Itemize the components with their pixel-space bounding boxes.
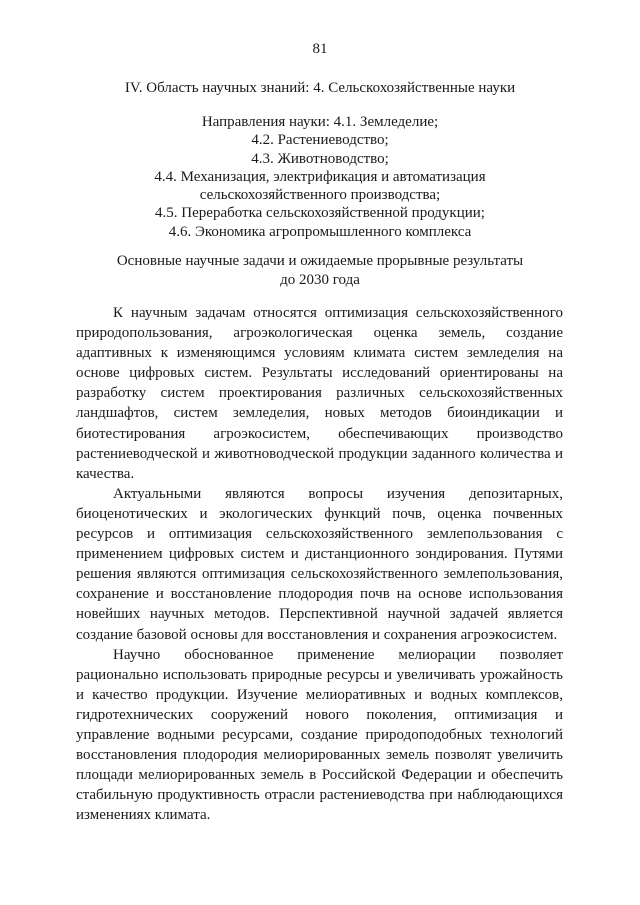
section-title: IV. Область научных знаний: 4. Сельскохозяйственные науки	[124, 80, 516, 96]
tasks-heading	[0, 252, 640, 289]
page-number: 81	[312, 41, 328, 57]
tasks-heading-line: Основные научные задачи и ожидаемые прорывные результаты	[116, 253, 524, 269]
direction-line: 4.3. Животноводство;	[251, 150, 389, 167]
body-text	[76, 303, 563, 825]
direction-line: Направления науки: 4.1. Земледелие;	[201, 114, 439, 130]
direction-line: 4.4. Механизация, электрификация и автоматизация	[154, 168, 486, 185]
science-directions	[0, 113, 640, 241]
direction-line: 4.2. Растениеводство;	[251, 132, 389, 149]
paragraph: Актуальными являются вопросы изучения депозитарных, биоценотических и экологических функций почв, оценка почвенных ресурсов и оптимизация сельскохозяйственного землепользования с применением цифровых систем и дистанционного зондирования. Путями решения являются оптимизация сельскохозяйственного землепользования, сохранение и восстановление плодородия почв на основе использования новейших научных методов. Перспективной научной задачей является создание базовой основы для восстановления и сохранения агроэкосистем.	[76, 485, 563, 643]
direction-line: 4.6. Экономика агропромышленного комплекса	[168, 223, 472, 240]
direction-line: сельскохозяйственного производства;	[199, 187, 441, 204]
paragraph: Научно обоснованное применение мелиорации позволяет рационально использовать природные ресурсы и увеличивать урожайность и качество продукции. Изучение мелиоративных и водных комплексов, гидротехнических сооружений нового поколения, оптимизация и управление водными ресурсами, создание природоподобных технологий восстановления плодородия мелиорированных земель позволят увеличить площади мелиорированных земель в Российской Федерации и обеспечить стабильную продуктивность отрасли растениеводства при наблюдающихся изменениях климата.	[76, 646, 563, 824]
paragraph: К научным задачам относятся оптимизация сельскохозяйственного природопользования, агроэкологическая оценка земель, создание адаптивных к изменяющимся условиям климата систем земледелия на основе цифровых систем. Результаты исследований ориентированы на разработку систем проектирования различных сельскохозяйственных ландшафтов, систем земледелия, новых методов биоиндикации и биотестирования агроэкосистем, обеспечивающих производство растениеводческой и животноводческой продукции заданного количества и качества.	[76, 305, 563, 482]
direction-line: 4.5. Переработка сельскохозяйственной продукции;	[155, 205, 485, 222]
tasks-heading-line: до 2030 года	[280, 271, 360, 288]
